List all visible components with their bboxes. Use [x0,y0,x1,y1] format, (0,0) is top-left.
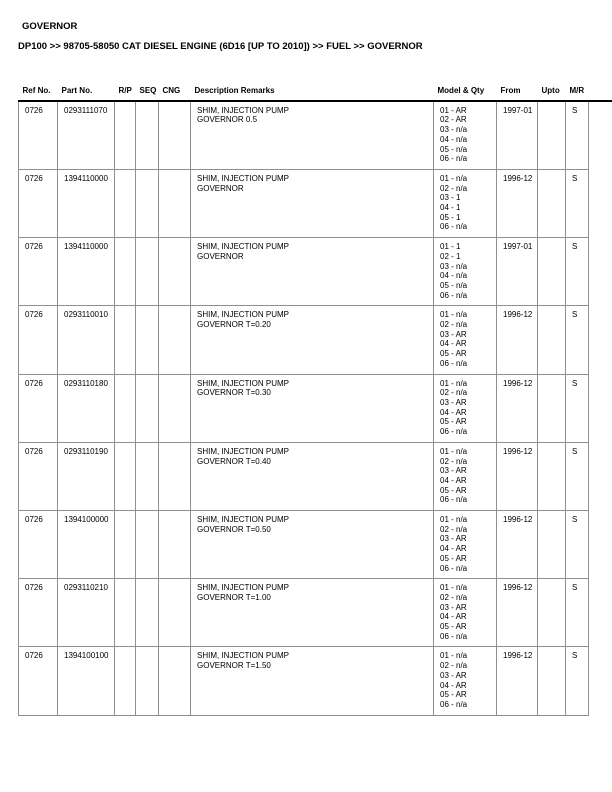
model-qty-line-3: 03 - AR [440,466,467,476]
row-gap-cell [589,238,612,306]
table-row [19,306,612,374]
col-header-upto: Upto [538,86,566,101]
model-qty-line-5: 05 - n/a [440,144,468,154]
upto-cell [538,511,566,579]
description-line-2: GOVERNOR [197,251,244,261]
upto-cell [538,306,566,374]
model-qty-cell [434,579,497,647]
model-qty-line-4: 04 - AR [440,544,467,554]
seq-cell [136,101,159,170]
rp-cell [115,511,136,579]
parts-table [18,86,612,716]
part-no-cell [58,169,115,237]
ref-no-cell [19,374,58,442]
model-qty-line-2: 02 - 1 [440,251,461,261]
model-qty-line-5: 05 - AR [440,485,467,495]
col-header-rp: R/P [115,86,136,101]
description-line-2: GOVERNOR T=1.00 [197,592,271,602]
row-gap-cell [589,306,612,374]
rp-cell [115,238,136,306]
description-line-2: GOVERNOR T=0.40 [197,456,271,466]
table-row [19,647,612,715]
description-line-2: GOVERNOR [197,183,244,193]
model-qty-line-1: 01 - 1 [440,242,461,252]
table-row [19,374,612,442]
ref-no-cell [19,647,58,715]
from-cell [497,442,538,510]
model-qty-line-5: 05 - AR [440,417,467,427]
model-qty-line-1: 01 - n/a [440,446,468,456]
model-qty-line-1: 01 - n/a [440,651,468,661]
description-cell [191,374,434,442]
rp-cell [115,169,136,237]
from-cell [497,169,538,237]
part-no-cell [58,579,115,647]
model-qty-line-3: 03 - AR [440,602,467,612]
part-no-cell [58,306,115,374]
model-qty-line-2: 02 - AR [440,115,467,125]
description-cell [191,579,434,647]
model-qty-line-6: 06 - n/a [440,154,468,164]
row-gap-cell [589,169,612,237]
model-qty-line-2: 02 - n/a [440,320,468,330]
mr-cell [566,511,589,579]
col-header-description-remarks: Description Remarks [191,86,434,101]
cng-cell [159,647,191,715]
part-no-cell [58,647,115,715]
part-no-cell [58,374,115,442]
model-qty-line-2: 02 - n/a [440,592,468,602]
part-no-cell [58,442,115,510]
model-qty-line-2: 02 - n/a [440,183,468,193]
col-header-ref-no: Ref No. [19,86,58,101]
part-no-cell [58,101,115,170]
col-header-from: From [497,86,538,101]
upto-cell [538,579,566,647]
col-header-cng: CNG [159,86,191,101]
model-qty-line-3: 03 - AR [440,670,467,680]
model-qty-line-5: 05 - AR [440,349,467,359]
upto-cell [538,442,566,510]
description-line-1: SHIM, INJECTION PUMP [197,173,290,183]
model-qty-line-2: 02 - n/a [440,388,468,398]
rp-cell [115,306,136,374]
table-row [19,238,612,306]
row-gap-cell [589,511,612,579]
table-row [19,442,612,510]
upto-cell [538,647,566,715]
row-gap-cell [589,101,612,170]
cng-cell [159,101,191,170]
model-qty-line-6: 06 - n/a [440,427,468,437]
from-cell [497,101,538,170]
model-qty-line-6: 06 - n/a [440,290,468,300]
ref-no-cell [19,101,58,170]
table-row [19,169,612,237]
rp-cell [115,374,136,442]
description-line-1: SHIM, INJECTION PUMP [197,446,290,456]
description-cell [191,511,434,579]
parts-table-container [18,86,612,716]
mr-value: S [572,173,578,183]
rp-cell [115,101,136,170]
part-no-value: 1394100000 [64,515,109,525]
part-no-value: 1394110000 [64,242,108,252]
table-row [19,579,612,647]
from-value: 1996-12 [503,446,533,456]
model-qty-line-6: 06 - n/a [440,222,468,232]
model-qty-line-5: 05 - 1 [440,212,461,222]
ref-no-cell [19,169,58,237]
description-line-1: SHIM, INJECTION PUMP [197,105,290,115]
model-qty-line-1: 01 - n/a [440,378,468,388]
ref-no-value: 0726 [25,105,43,115]
mr-value: S [572,378,578,388]
cng-cell [159,579,191,647]
mr-value: S [572,242,578,252]
mr-cell [566,442,589,510]
model-qty-cell [434,101,497,170]
model-qty-cell [434,306,497,374]
upto-cell [538,169,566,237]
rp-cell [115,647,136,715]
part-no-value: 0293110180 [64,378,108,388]
cng-cell [159,374,191,442]
model-qty-line-3: 03 - AR [440,329,467,339]
model-qty-line-1: 01 - n/a [440,310,468,320]
mr-value: S [572,105,578,115]
part-no-value: 1394100100 [64,651,109,661]
part-no-value: 0293110210 [64,583,108,593]
model-qty-line-2: 02 - n/a [440,456,468,466]
cng-cell [159,238,191,306]
description-line-1: SHIM, INJECTION PUMP [197,242,290,252]
ref-no-cell [19,511,58,579]
model-qty-line-1: 01 - n/a [440,583,468,593]
page-title: GOVERNOR [22,21,78,32]
model-qty-line-5: 05 - AR [440,690,467,700]
model-qty-line-2: 02 - n/a [440,661,468,671]
col-header-model-qty: Model & Qty [434,86,497,101]
model-qty-line-6: 06 - n/a [440,495,468,505]
model-qty-cell [434,511,497,579]
from-value: 1996-12 [503,310,533,320]
row-gap-cell [589,647,612,715]
description-cell [191,442,434,510]
ref-no-cell [19,442,58,510]
upto-cell [538,374,566,442]
description-line-2: GOVERNOR 0.5 [197,115,258,125]
model-qty-line-6: 06 - n/a [440,699,468,709]
description-line-1: SHIM, INJECTION PUMP [197,378,290,388]
part-no-cell [58,511,115,579]
description-line-1: SHIM, INJECTION PUMP [197,515,290,525]
from-cell [497,306,538,374]
ref-no-value: 0726 [25,378,43,388]
col-header-mr: M/R [566,86,589,101]
model-qty-cell [434,647,497,715]
row-gap-cell [589,374,612,442]
cng-cell [159,306,191,374]
model-qty-line-4: 04 - AR [440,339,467,349]
model-qty-line-4: 04 - n/a [440,134,468,144]
description-line-2: GOVERNOR T=0.50 [197,524,271,534]
model-qty-line-4: 04 - AR [440,612,467,622]
mr-value: S [572,310,578,320]
from-cell [497,238,538,306]
part-no-value: 0293111070 [64,105,108,115]
seq-cell [136,579,159,647]
model-qty-line-5: 05 - AR [440,622,467,632]
ref-no-value: 0726 [25,515,43,525]
model-qty-line-1: 01 - n/a [440,515,468,525]
mr-cell [566,238,589,306]
description-cell [191,169,434,237]
model-qty-line-3: 03 - n/a [440,261,468,271]
model-qty-line-6: 06 - n/a [440,563,468,573]
parts-table-header [19,86,612,101]
cng-cell [159,442,191,510]
part-no-value: 0293110010 [64,310,108,320]
model-qty-line-3: 03 - AR [440,534,467,544]
description-cell [191,238,434,306]
ref-no-cell [19,238,58,306]
ref-no-value: 0726 [25,310,43,320]
cng-cell [159,169,191,237]
model-qty-line-3: 03 - AR [440,397,467,407]
mr-value: S [572,651,578,661]
model-qty-line-4: 04 - AR [440,475,467,485]
from-value: 1996-12 [503,378,533,388]
ref-no-cell [19,579,58,647]
from-value: 1997-01 [503,105,533,115]
model-qty-line-4: 04 - n/a [440,271,468,281]
model-qty-line-5: 05 - n/a [440,280,468,290]
description-cell [191,101,434,170]
model-qty-cell [434,238,497,306]
breadcrumb: DP100 >> 98705-58050 CAT DIESEL ENGINE (6D16 [UP TO 2010]) >> FUEL >> GOVERNOR [18,41,423,52]
rp-cell [115,579,136,647]
ref-no-cell [19,306,58,374]
model-qty-cell [434,374,497,442]
from-value: 1996-12 [503,515,533,525]
model-qty-cell [434,169,497,237]
model-qty-line-1: 01 - AR [440,105,467,115]
seq-cell [136,442,159,510]
seq-cell [136,238,159,306]
col-header-gap [589,86,612,101]
header-row [19,86,612,101]
description-line-2: GOVERNOR T=0.30 [197,388,271,398]
row-gap-cell [589,442,612,510]
from-cell [497,374,538,442]
model-qty-line-1: 01 - n/a [440,173,468,183]
from-value: 1996-12 [503,651,533,661]
part-no-value: 1394110000 [64,173,108,183]
mr-cell [566,101,589,170]
from-cell [497,647,538,715]
mr-value: S [572,515,578,525]
mr-value: S [572,446,578,456]
rp-cell [115,442,136,510]
model-qty-line-6: 06 - n/a [440,631,468,641]
row-gap-cell [589,579,612,647]
table-row [19,101,612,170]
model-qty-line-3: 03 - n/a [440,125,468,135]
seq-cell [136,511,159,579]
upto-cell [538,101,566,170]
model-qty-cell [434,442,497,510]
from-cell [497,511,538,579]
ref-no-value: 0726 [25,446,43,456]
from-cell [497,579,538,647]
description-line-2: GOVERNOR T=0.20 [197,320,271,330]
model-qty-line-6: 06 - n/a [440,358,468,368]
seq-cell [136,647,159,715]
from-value: 1997-01 [503,242,533,252]
ref-no-value: 0726 [25,651,43,661]
cng-cell [159,511,191,579]
model-qty-line-2: 02 - n/a [440,524,468,534]
model-qty-line-3: 03 - 1 [440,193,461,203]
description-line-1: SHIM, INJECTION PUMP [197,310,290,320]
seq-cell [136,169,159,237]
table-row [19,511,612,579]
description-cell [191,306,434,374]
mr-cell [566,374,589,442]
description-line-1: SHIM, INJECTION PUMP [197,583,290,593]
seq-cell [136,374,159,442]
upto-cell [538,238,566,306]
mr-cell [566,306,589,374]
mr-value: S [572,583,578,593]
col-header-seq: SEQ [136,86,159,101]
ref-no-value: 0726 [25,242,43,252]
model-qty-line-5: 05 - AR [440,553,467,563]
seq-cell [136,306,159,374]
from-value: 1996-12 [503,173,533,183]
ref-no-value: 0726 [25,173,43,183]
parts-table-body [19,101,612,715]
description-cell [191,647,434,715]
part-no-cell [58,238,115,306]
mr-cell [566,647,589,715]
description-line-2: GOVERNOR T=1.50 [197,661,271,671]
part-no-value: 0293110190 [64,446,108,456]
model-qty-line-4: 04 - AR [440,680,467,690]
col-header-part-no: Part No. [58,86,115,101]
ref-no-value: 0726 [25,583,43,593]
mr-cell [566,579,589,647]
model-qty-line-4: 04 - 1 [440,203,461,213]
description-line-1: SHIM, INJECTION PUMP [197,651,290,661]
from-value: 1996-12 [503,583,533,593]
model-qty-line-4: 04 - AR [440,407,467,417]
mr-cell [566,169,589,237]
